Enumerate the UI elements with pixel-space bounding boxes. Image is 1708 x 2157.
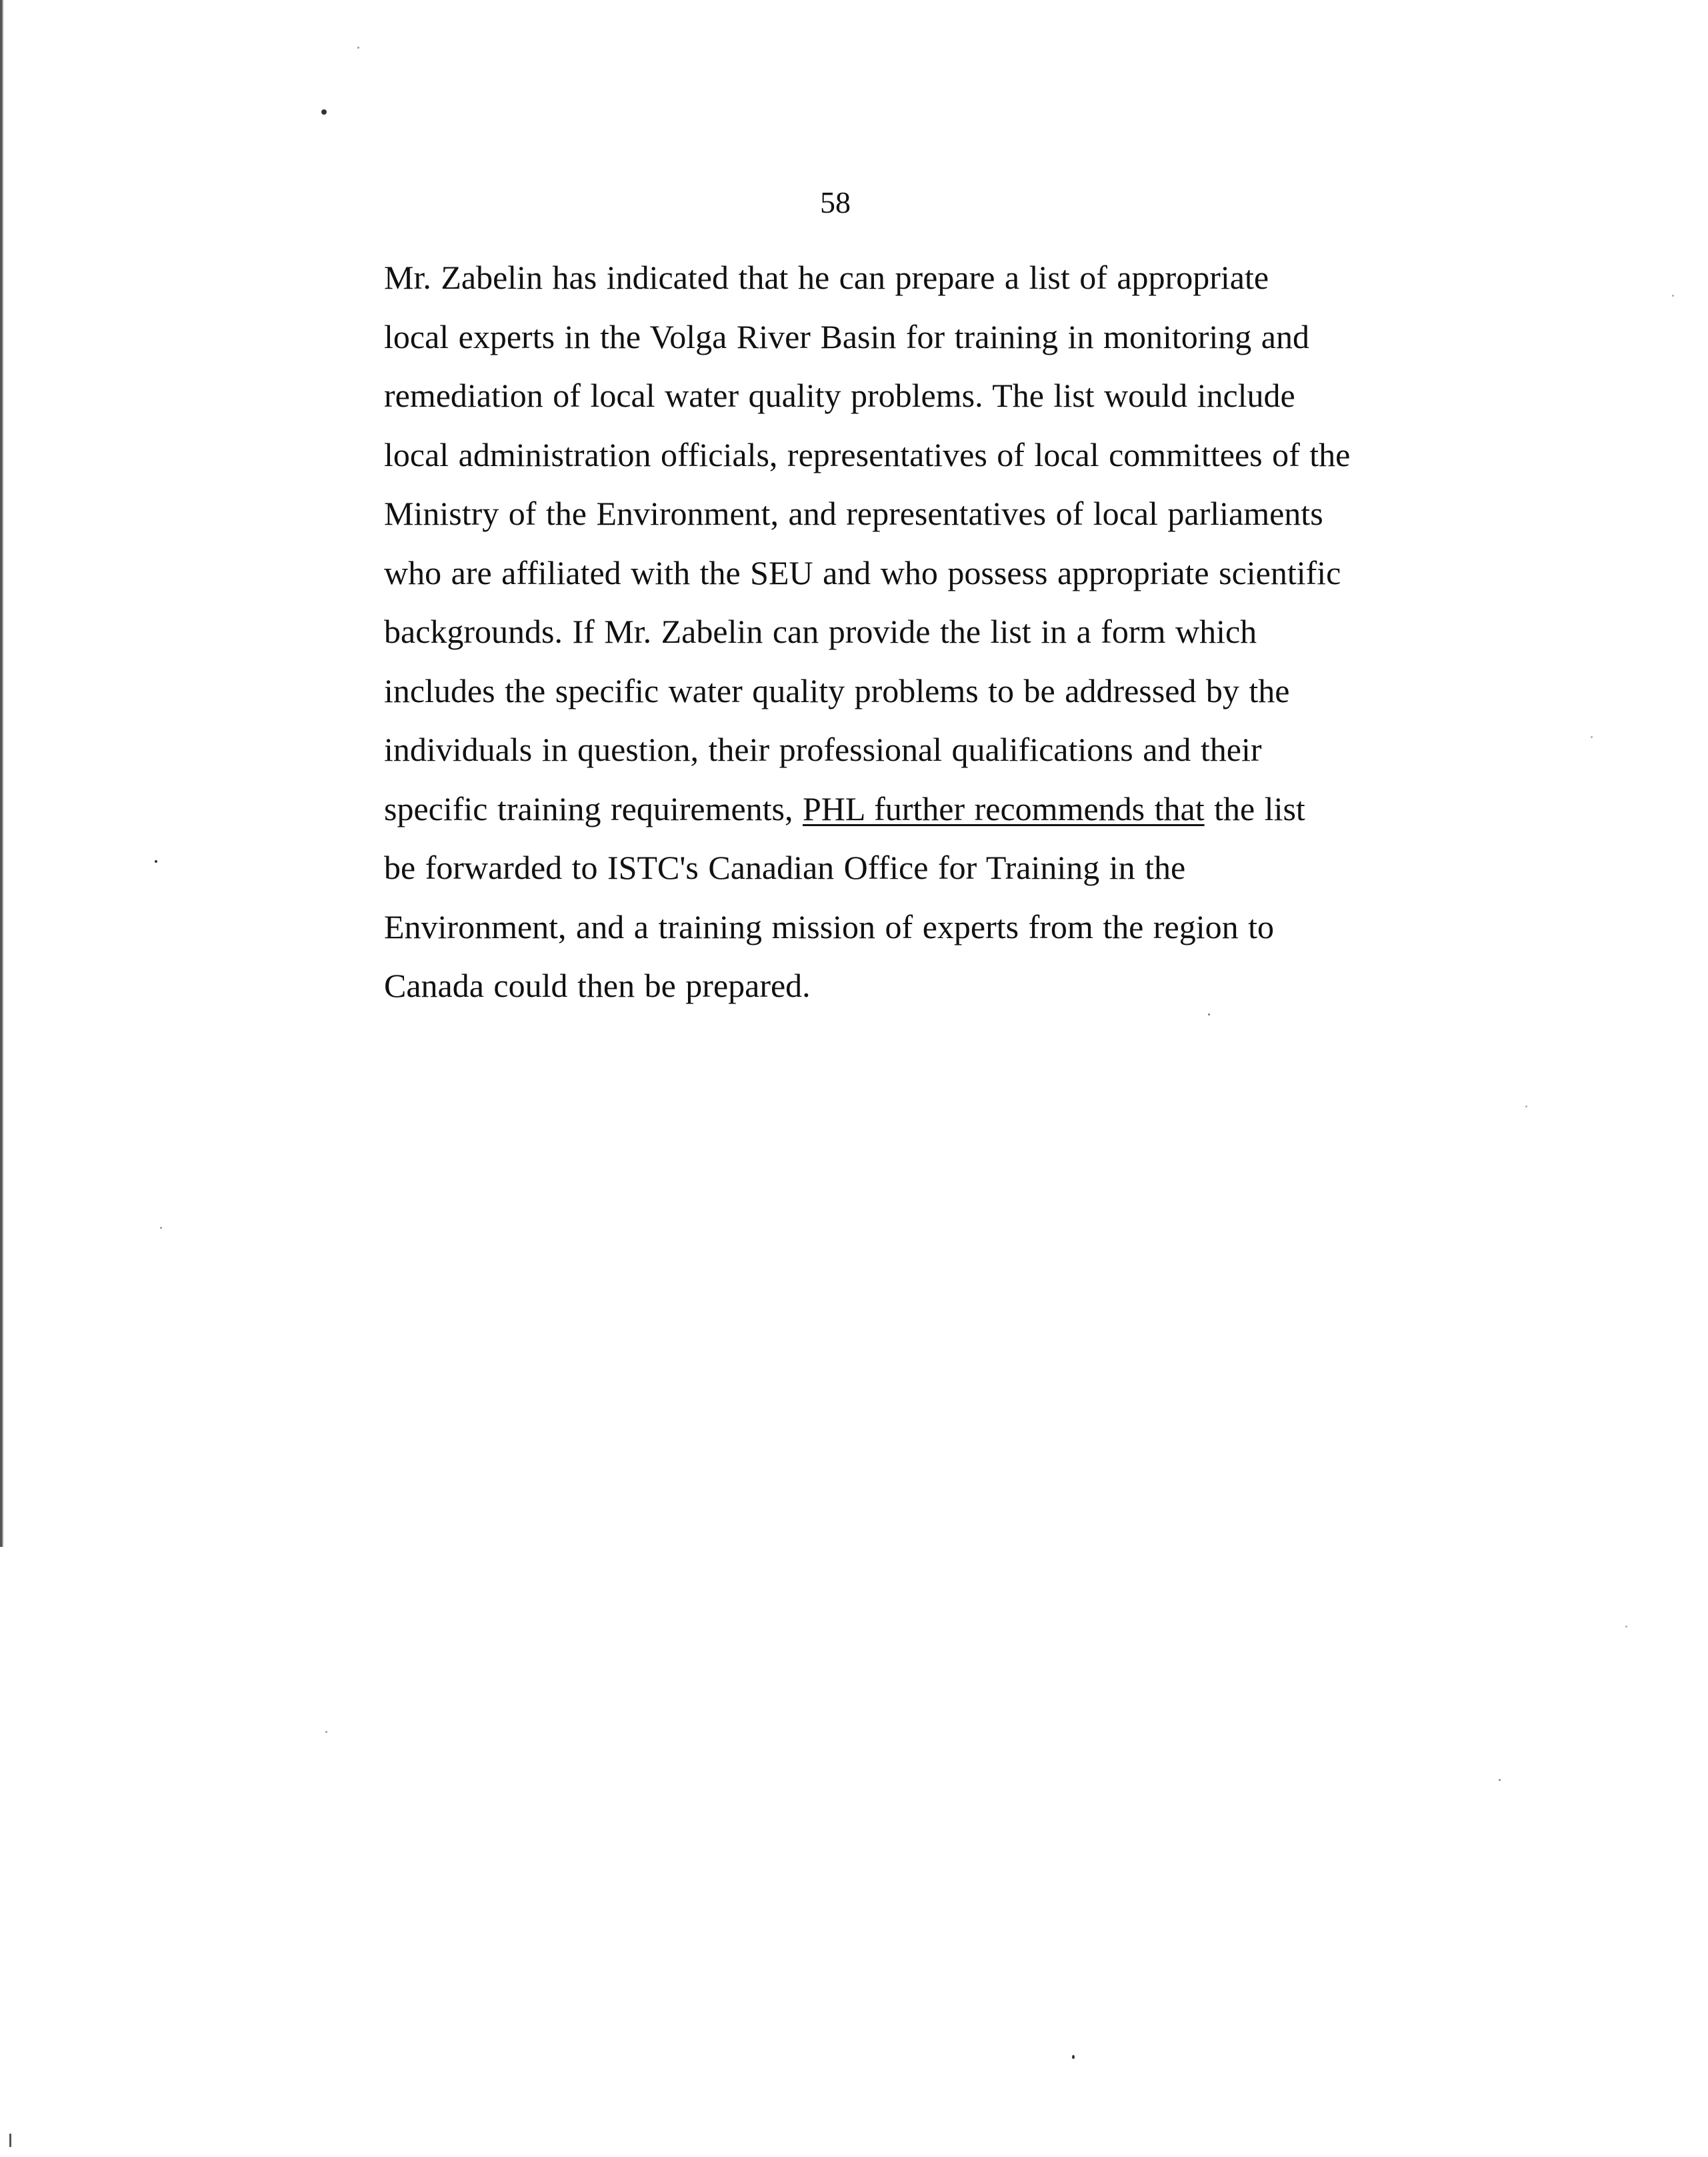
paragraph-line: local experts in the Volga River Basin for training in monitoring and [384,317,1309,355]
line-10-after: the list [1204,789,1305,827]
scan-speck [1525,1106,1527,1108]
scan-speck [160,1227,162,1229]
paragraph-line: Canada could then be prepared. [384,967,811,1004]
paragraph-line: local administration officials, representatives of local committees of the [384,435,1351,473]
paragraph-line: Ministry of the Environment, and representatives of local parliaments [384,495,1323,532]
page-number: 58 [820,185,851,219]
scan-speck [1591,736,1593,738]
scan-speck [1499,1779,1501,1781]
line-10-before: specific training requirements, [384,789,803,827]
scan-speck [325,1731,327,1733]
paragraph-line: Environment, and a training mission of experts from the region to [384,907,1274,945]
paragraph-line: individuals in question, their professional qualifications and their [384,731,1262,768]
scan-left-edge [0,0,4,1547]
paragraph-line: backgrounds. If Mr. Zabelin can provide the list in a form which [384,613,1257,650]
scan-speck [357,47,359,49]
scan-speck [155,860,157,863]
paragraph-line: remediation of local water quality problems. The list would include [384,377,1295,414]
scan-speck [9,2134,11,2147]
paragraph-line-with-underline [384,779,1557,839]
scan-speck [1072,2055,1075,2059]
underlined-recommendation: PHL further recommends that [803,789,1205,827]
scan-speck [1208,1013,1210,1015]
body-paragraph [384,248,1557,1015]
paragraph-line: be forwarded to ISTC's Canadian Office for Training in the [384,849,1186,886]
scan-speck [1672,295,1674,297]
scan-speck [321,109,327,115]
paragraph-line: Mr. Zabelin has indicated that he can prepare a list of appropriate [384,259,1269,296]
paragraph-line: who are affiliated with the SEU and who possess appropriate scientific [384,553,1341,591]
scan-speck [1625,1626,1627,1628]
paragraph-line: includes the specific water quality problems to be addressed by the [384,671,1290,709]
